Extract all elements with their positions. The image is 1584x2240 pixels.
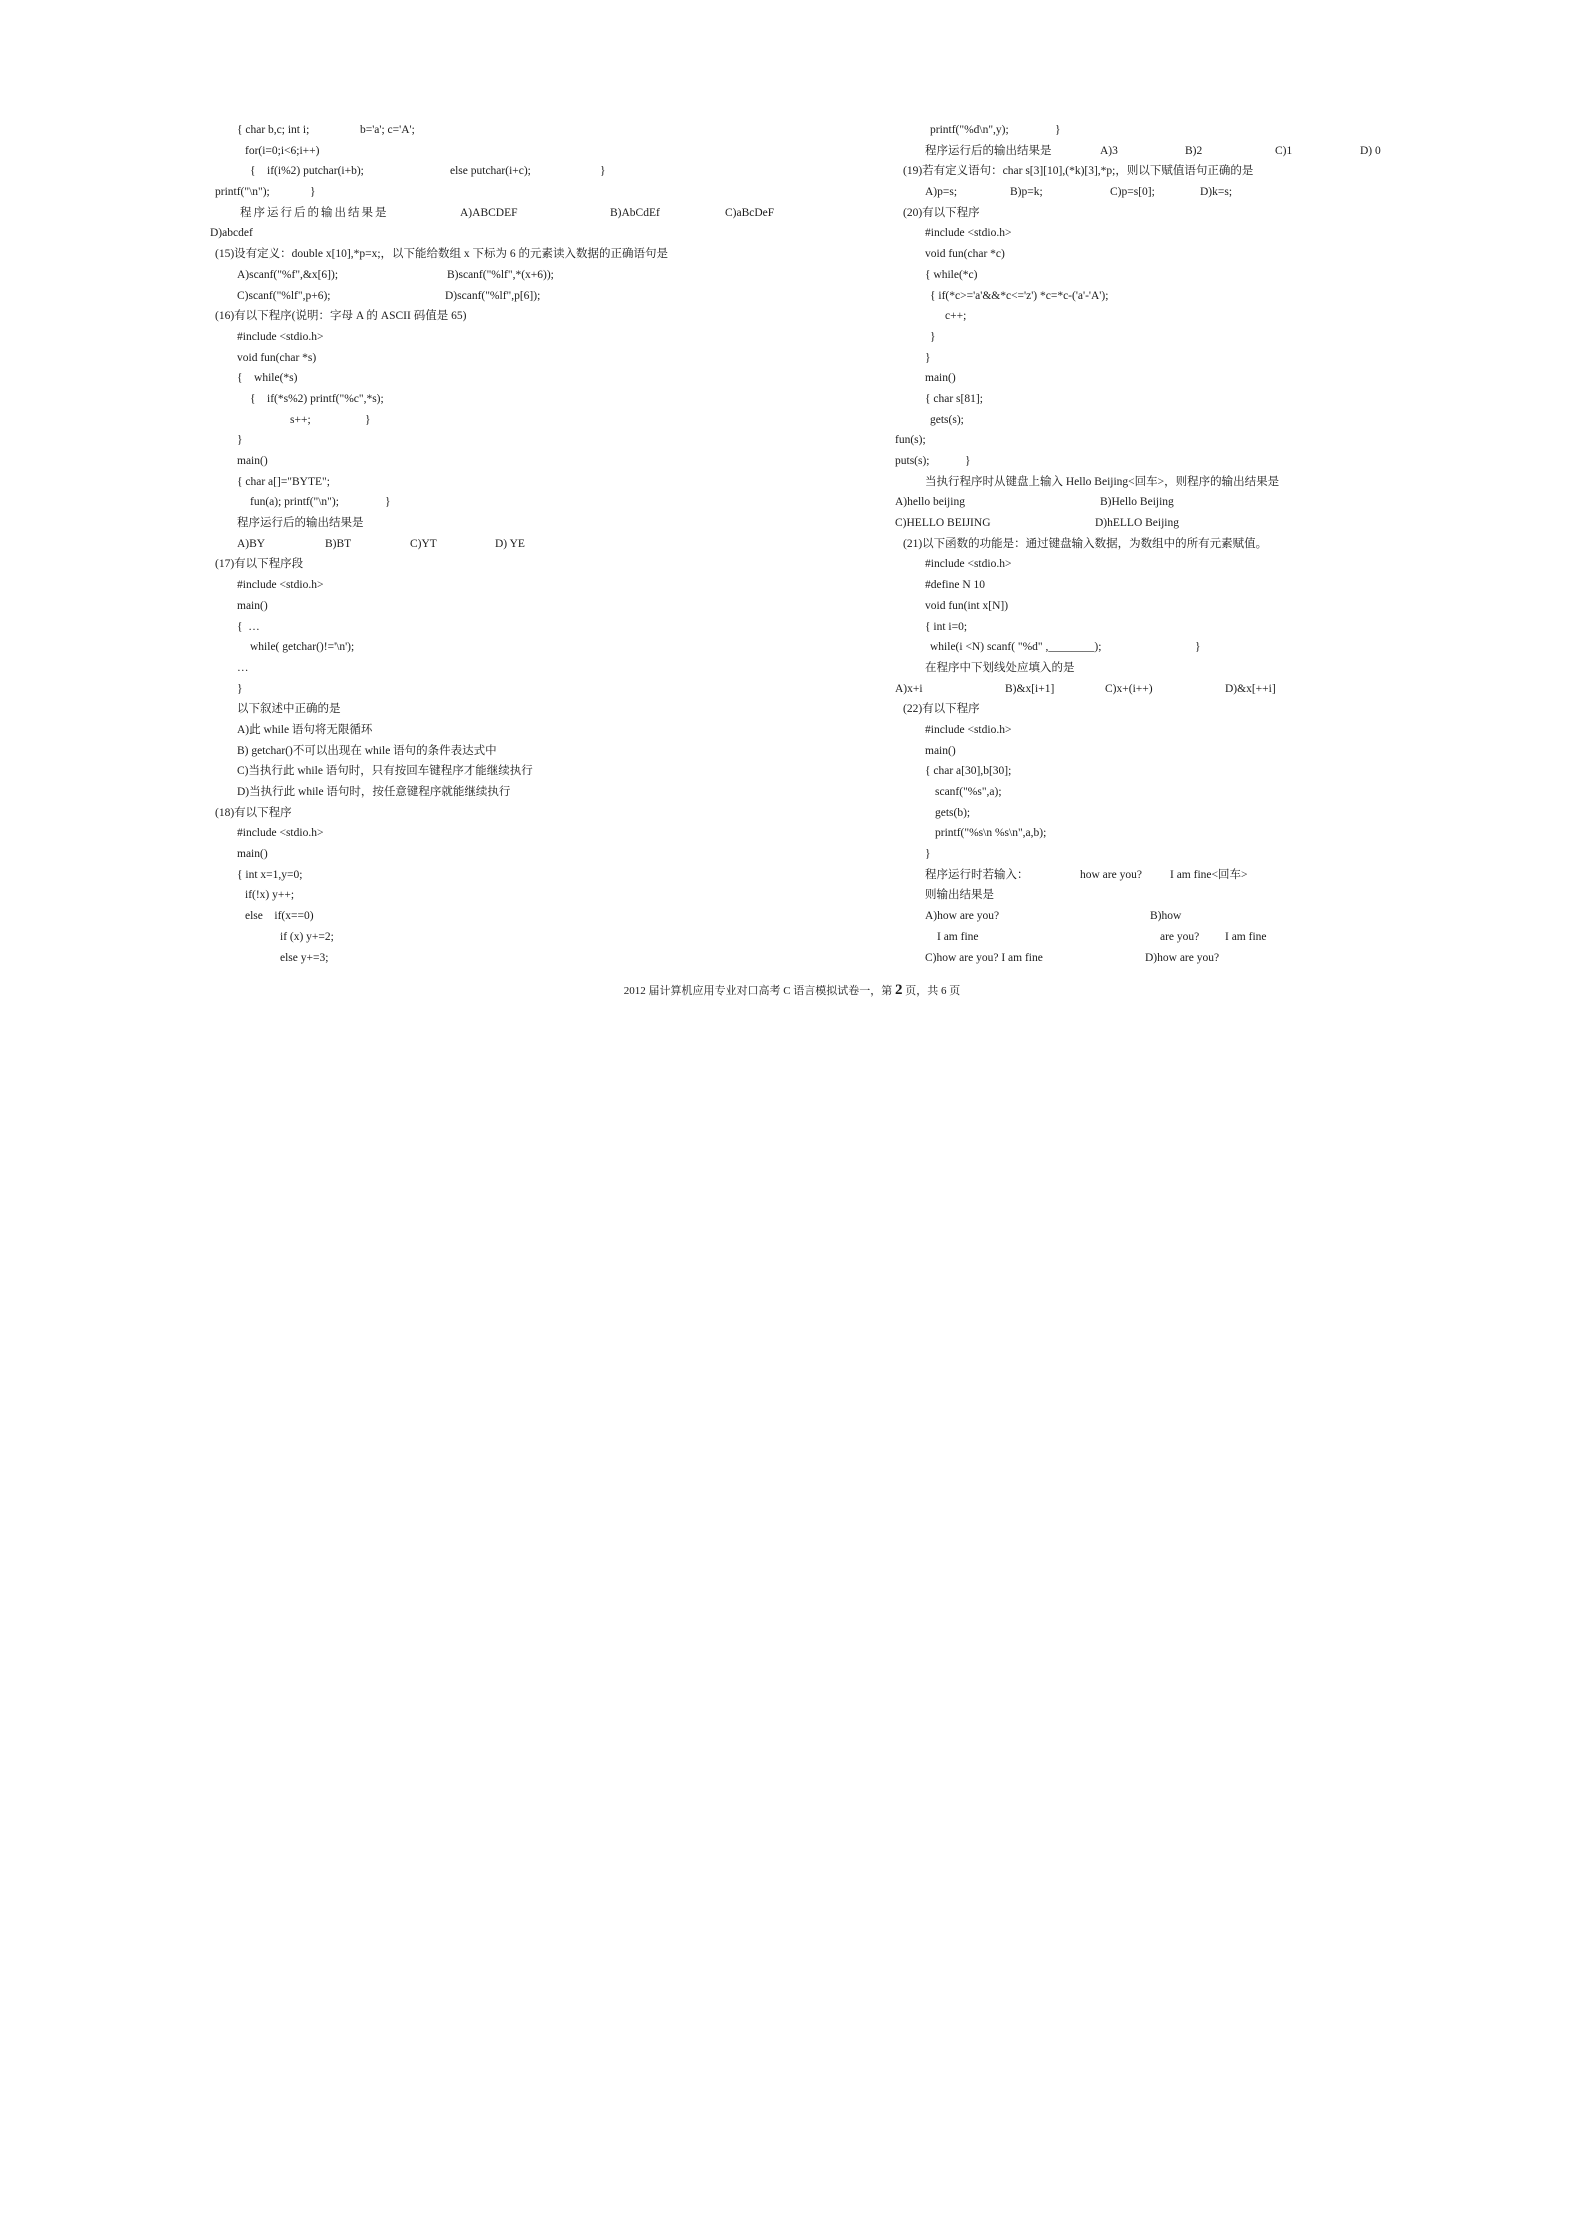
code-line xyxy=(210,327,810,348)
option-a: A)x+i xyxy=(895,682,923,695)
code-text: { while(*c) xyxy=(925,268,978,281)
option-line xyxy=(210,223,810,244)
question-text: (17)有以下程序段 xyxy=(215,558,304,571)
code-line xyxy=(895,617,1415,638)
code-text: } xyxy=(1195,641,1201,654)
option-d: D)&x[++i] xyxy=(1225,682,1276,695)
code-text: s++; xyxy=(290,413,311,426)
code-line xyxy=(210,906,810,927)
option-c: C)p=s[0]; xyxy=(1110,186,1155,199)
code-text: { char a[]="BYTE"; xyxy=(237,475,330,488)
option-b: B)scanf("%lf",*(x+6)); xyxy=(447,268,554,281)
code-line xyxy=(895,348,1415,369)
code-text: } xyxy=(365,413,371,426)
code-text: } xyxy=(925,351,931,364)
code-line xyxy=(210,844,810,865)
code-line xyxy=(210,823,810,844)
option-c: C)HELLO BEIJING xyxy=(895,517,991,530)
code-line xyxy=(895,823,1415,844)
code-text: scanf("%s",a); xyxy=(935,786,1002,798)
code-line xyxy=(210,141,810,162)
code-text: { int i=0; xyxy=(925,620,968,633)
code-text: printf("%d\n",y); xyxy=(930,124,1009,136)
option-line xyxy=(895,182,1415,203)
code-line xyxy=(895,803,1415,824)
code-line xyxy=(895,306,1415,327)
code-text: puts(s); xyxy=(895,455,930,467)
code-text: main() xyxy=(925,744,956,757)
code-text: } xyxy=(237,434,243,447)
code-text: } xyxy=(237,682,243,695)
option-line xyxy=(210,265,810,286)
code-line xyxy=(210,492,810,513)
question-text: (19)若有定义语句：char s[3][10],(*k)[3],*p;，则以下赋值语句正确的是 xyxy=(903,165,1254,178)
question-text: 以下叙述中正确的是 xyxy=(237,703,341,716)
option-line xyxy=(895,948,1415,969)
code-line xyxy=(210,885,810,906)
question-title xyxy=(210,244,810,265)
input-text: how are you? xyxy=(1080,868,1142,881)
option-a: A)此 while 语句将无限循环 xyxy=(237,723,373,736)
option-c: C)YT xyxy=(410,537,437,550)
code-line xyxy=(210,161,810,182)
code-line xyxy=(895,741,1415,762)
question-title xyxy=(895,534,1415,555)
code-line xyxy=(210,596,810,617)
code-text: { char a[30],b[30]; xyxy=(925,765,1012,778)
question-line xyxy=(895,885,1415,906)
code-text: c++; xyxy=(945,310,967,323)
question-text: (15)设有定义：double x[10],*p=x;，以下能给数组 x 下标为 6 的元素读入数据的正确语句是 xyxy=(215,248,669,261)
option-line xyxy=(895,906,1415,927)
question-text: 程序运行时若输入： xyxy=(925,868,1029,881)
option-c: C)当执行此 while 语句时，只有按回车键程序才能继续执行 xyxy=(237,765,533,778)
code-text: main() xyxy=(925,372,956,385)
code-text: else if(x==0) xyxy=(245,910,314,923)
question-text: (20)有以下程序 xyxy=(903,206,980,219)
option-d: D)k=s; xyxy=(1200,186,1233,199)
code-line xyxy=(210,430,810,451)
code-line xyxy=(895,223,1415,244)
question-line xyxy=(895,141,1415,162)
code-text: } xyxy=(965,455,971,467)
code-text: b='a'; c='A'; xyxy=(360,124,415,136)
code-text: if(!x) y++; xyxy=(245,889,295,902)
code-text: } xyxy=(310,186,316,199)
question-text: 程序运行后的输出结果是 xyxy=(925,144,1052,157)
code-line xyxy=(895,451,1415,472)
code-text: else putchar(i+c); xyxy=(450,165,531,178)
code-text: } xyxy=(385,496,391,509)
option-a: A)p=s; xyxy=(925,186,958,199)
code-line xyxy=(895,575,1415,596)
code-text: } xyxy=(930,330,936,343)
code-line xyxy=(895,782,1415,803)
code-line xyxy=(210,575,810,596)
option-c: C)x+(i++) xyxy=(1105,682,1153,695)
code-line xyxy=(895,368,1415,389)
code-text: { char b,c; int i; xyxy=(237,124,310,136)
question-title xyxy=(210,803,810,824)
option-a: A)hello beijing xyxy=(895,496,965,509)
code-text: else y+=3; xyxy=(280,951,329,964)
code-text: gets(s); xyxy=(930,413,964,426)
option-d: D)当执行此 while 语句时，按任意键程序就能继续执行 xyxy=(237,786,511,798)
code-text: if (x) y+=2; xyxy=(280,930,334,943)
code-line xyxy=(210,368,810,389)
code-line xyxy=(895,244,1415,265)
code-line xyxy=(895,596,1415,617)
option-d: D) YE xyxy=(495,537,525,550)
code-line xyxy=(895,265,1415,286)
option-d: D)how are you? xyxy=(1145,951,1220,964)
option-line xyxy=(210,534,810,555)
code-text: #include <stdio.h> xyxy=(237,827,324,840)
code-text: while( getchar()!='\n'); xyxy=(250,641,355,654)
question-line xyxy=(895,472,1415,493)
option-c: C)aBcDeF xyxy=(725,206,775,219)
option-d: D)scanf("%lf",p[6]); xyxy=(445,289,541,302)
input-text: I am fine<回车> xyxy=(1170,868,1248,881)
code-text: #include <stdio.h> xyxy=(925,227,1012,240)
question-text: 在程序中下划线处应填入的是 xyxy=(925,661,1075,674)
option-b: B)BT xyxy=(325,537,352,550)
code-line xyxy=(895,554,1415,575)
code-text: while(i <N) scanf( "%d" ,________); xyxy=(930,641,1102,654)
question-text: (18)有以下程序 xyxy=(215,806,292,819)
question-text: 程序运行后的输出结果是 xyxy=(237,517,364,530)
code-line xyxy=(895,327,1415,348)
code-text: #include <stdio.h> xyxy=(237,579,324,592)
option-d: D)abcdef xyxy=(210,227,253,240)
option-a: A)ABCDEF xyxy=(460,206,518,219)
option-b: B)AbCdEf xyxy=(610,206,660,219)
code-text: #include <stdio.h> xyxy=(925,723,1012,736)
code-line xyxy=(210,410,810,431)
option-a: A)3 xyxy=(1100,144,1118,157)
code-text: { … xyxy=(237,620,260,633)
question-line xyxy=(895,658,1415,679)
code-line xyxy=(210,637,810,658)
code-text: for(i=0;i<6;i++) xyxy=(245,144,320,157)
code-text: printf("%s\n %s\n",a,b); xyxy=(935,827,1047,840)
option-d: D)hELLO Beijing xyxy=(1095,517,1179,530)
option-line xyxy=(895,927,1415,948)
code-text: } xyxy=(1055,124,1061,136)
question-title xyxy=(895,203,1415,224)
code-line xyxy=(210,389,810,410)
option-c: C)how are you? I am fine xyxy=(925,951,1043,964)
code-text: { if(*s%2) printf("%c",*s); xyxy=(250,392,384,405)
right-column xyxy=(895,120,1415,968)
question-line xyxy=(895,865,1415,886)
code-text: } xyxy=(925,848,931,861)
page-footer xyxy=(0,980,1584,1001)
question-text: (22)有以下程序 xyxy=(903,703,980,716)
code-line xyxy=(210,120,810,141)
code-text: { char s[81]; xyxy=(925,392,983,405)
code-line xyxy=(895,637,1415,658)
option-b: B)&x[i+1] xyxy=(1005,682,1055,695)
code-line xyxy=(210,865,810,886)
code-text: #include <stdio.h> xyxy=(925,558,1012,571)
code-line xyxy=(895,761,1415,782)
code-line xyxy=(895,389,1415,410)
option-b: B)how xyxy=(1150,910,1182,923)
code-line xyxy=(210,348,810,369)
code-line xyxy=(895,120,1415,141)
option-d: D) 0 xyxy=(1360,144,1381,157)
code-text: void fun(char *c) xyxy=(925,248,1005,261)
option-a: A)how are you? xyxy=(925,910,1000,923)
option-line xyxy=(210,286,810,307)
question-line xyxy=(210,513,810,534)
question-title xyxy=(210,554,810,575)
code-text: main() xyxy=(237,599,268,612)
code-text: { if(*c>='a'&&*c<='z') *c=*c-('a'-'A'); xyxy=(930,289,1109,302)
code-line xyxy=(210,679,810,700)
code-text: … xyxy=(237,661,249,674)
option-line xyxy=(210,720,810,741)
left-column xyxy=(210,120,810,968)
code-text: fun(s); xyxy=(895,434,926,447)
code-line xyxy=(895,430,1415,451)
code-text: main() xyxy=(237,455,268,467)
question-text: 则输出结果是 xyxy=(925,889,994,902)
code-line xyxy=(895,844,1415,865)
code-line xyxy=(895,720,1415,741)
code-text: gets(b); xyxy=(935,806,971,819)
code-text: void fun(int x[N]) xyxy=(925,599,1009,612)
code-line xyxy=(210,658,810,679)
option-line xyxy=(895,492,1415,513)
code-text: { while(*s) xyxy=(237,372,298,385)
question-title xyxy=(895,699,1415,720)
question-line xyxy=(210,203,810,224)
option-a: A)BY xyxy=(237,537,266,550)
option-line xyxy=(210,782,810,803)
code-line xyxy=(210,927,810,948)
code-text: #define N 10 xyxy=(925,579,986,592)
question-text: (16)有以下程序(说明：字母 A 的 ASCII 码值是 65) xyxy=(215,310,467,323)
code-text: } xyxy=(600,165,606,178)
option-c: C)1 xyxy=(1275,144,1293,157)
code-line xyxy=(210,451,810,472)
code-line xyxy=(895,286,1415,307)
code-text: main() xyxy=(237,848,268,861)
code-line xyxy=(210,948,810,969)
option-a-line2: I am fine xyxy=(937,930,979,943)
code-line xyxy=(895,410,1415,431)
option-b: B)Hello Beijing xyxy=(1100,496,1174,509)
option-line xyxy=(895,513,1415,534)
option-b: B)p=k; xyxy=(1010,186,1043,199)
question-line xyxy=(210,699,810,720)
code-text: #include <stdio.h> xyxy=(237,330,324,343)
code-text: fun(a); printf("\n"); xyxy=(250,496,339,509)
option-line xyxy=(210,741,810,762)
question-title xyxy=(210,306,810,327)
option-b-line2: are you? xyxy=(1160,930,1200,943)
option-line xyxy=(895,679,1415,700)
question-title xyxy=(895,161,1415,182)
question-text: 当执行程序时从键盘上输入 Hello Beijing<回车>，则程序的输出结果是 xyxy=(925,475,1280,488)
code-text: { int x=1,y=0; xyxy=(237,868,303,881)
code-text: printf("\n"); xyxy=(215,186,270,199)
question-text: (21)以下函数的功能是：通过键盘输入数据，为数组中的所有元素赋值。 xyxy=(903,537,1268,550)
option-b-line2: I am fine xyxy=(1225,930,1267,943)
option-line xyxy=(210,761,810,782)
code-text: { if(i%2) putchar(i+b); xyxy=(250,165,364,178)
option-a: A)scanf("%f",&x[6]); xyxy=(237,268,339,281)
code-text: void fun(char *s) xyxy=(237,351,317,364)
code-line xyxy=(210,182,810,203)
option-c: C)scanf("%lf",p+6); xyxy=(237,289,331,302)
page-number: 2 xyxy=(895,982,903,998)
option-b: B)2 xyxy=(1185,144,1203,157)
code-line xyxy=(210,472,810,493)
option-b: B) getchar()不可以出现在 while 语句的条件表达式中 xyxy=(237,744,497,757)
question-text: 程序运行后的输出结果是 xyxy=(240,206,389,219)
footer-text: 页，共 6 页 xyxy=(902,985,961,997)
code-line xyxy=(210,617,810,638)
footer-text: 2012 届计算机应用专业对口高考 C 语言模拟试卷一，第 xyxy=(623,985,896,997)
